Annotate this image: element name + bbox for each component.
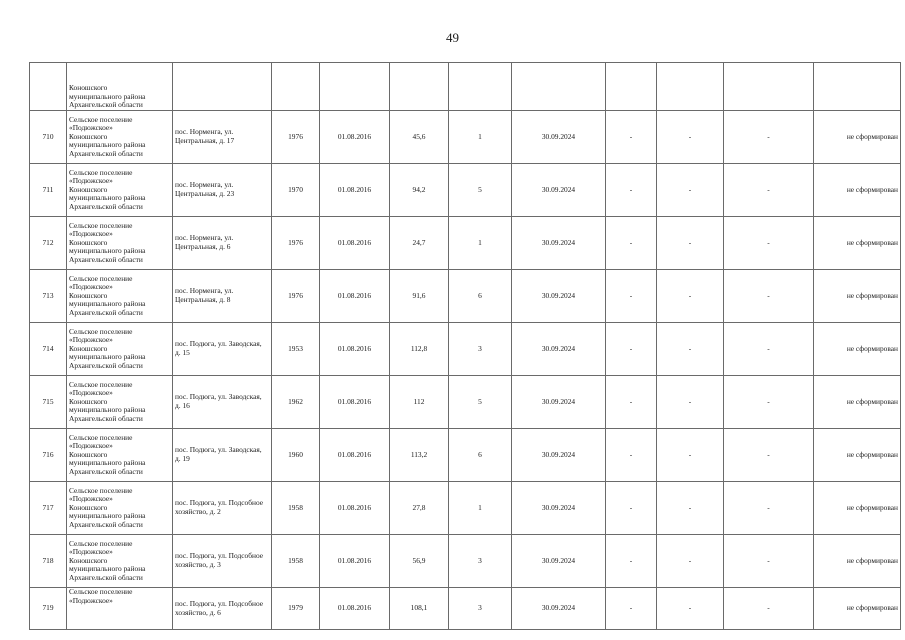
dash-cell: - (657, 217, 724, 270)
municipality-cell (67, 482, 173, 535)
dash-cell: - (657, 164, 724, 217)
dash-cell: - (606, 270, 657, 323)
date-cell (320, 63, 390, 111)
rooms-cell: 3 (449, 323, 512, 376)
housing-registry-table (29, 62, 901, 630)
municipality-line: «Подюжское» (69, 176, 113, 186)
municipality-line: «Подюжское» (69, 547, 113, 557)
rooms-cell: 1 (449, 482, 512, 535)
address-cell: пос. Норменга, ул. Центральная, д. 8 (173, 270, 272, 323)
row-number-cell: 715 (30, 376, 67, 429)
dash-cell: - (657, 482, 724, 535)
municipality-line: муниципального района (69, 140, 146, 150)
deadline-cell: 30.09.2024 (512, 535, 606, 588)
dash-cell: - (724, 270, 814, 323)
area-cell: 27,8 (390, 482, 449, 535)
municipality-line: Коношского (69, 396, 108, 406)
municipality-line: Архангельской области (69, 100, 143, 110)
dash-cell: - (606, 164, 657, 217)
year-cell: 1960 (272, 429, 320, 482)
table-row (30, 535, 901, 588)
dash-cell: - (724, 323, 814, 376)
municipality-line: «Подюжское» (69, 229, 113, 239)
date-cell: 01.08.2016 (320, 323, 390, 376)
status-cell: не сформирован (814, 429, 901, 482)
deadline-cell: 30.09.2024 (512, 111, 606, 164)
municipality-line: Коношского (69, 83, 108, 93)
municipality-cell (67, 217, 173, 270)
municipality-cell (67, 323, 173, 376)
status-cell: не сформирован (814, 376, 901, 429)
year-cell: 1970 (272, 164, 320, 217)
table-row (30, 429, 901, 482)
municipality-line: Архангельской области (69, 148, 143, 158)
status-cell: не сформирован (814, 270, 901, 323)
rooms-cell: 1 (449, 111, 512, 164)
year-cell: 1958 (272, 535, 320, 588)
deadline-cell: 30.09.2024 (512, 323, 606, 376)
dash-cell: - (724, 482, 814, 535)
address-cell: пос. Подюга, ул. Заводская, д. 16 (173, 376, 272, 429)
municipality-line: муниципального района (69, 405, 146, 415)
dash-cell: - (657, 429, 724, 482)
dash-cell (657, 63, 724, 111)
table-row (30, 111, 901, 164)
municipality-cell (67, 164, 173, 217)
row-number-cell: 718 (30, 535, 67, 588)
municipality-line: Архангельской области (69, 519, 143, 529)
row-number-cell: 712 (30, 217, 67, 270)
year-cell: 1976 (272, 270, 320, 323)
area-cell: 113,2 (390, 429, 449, 482)
municipality-line: Сельское поселение (69, 220, 133, 230)
municipality-line: «Подюжское» (69, 441, 113, 451)
municipality-cell (67, 376, 173, 429)
municipality-line: «Подюжское» (69, 335, 113, 345)
year-cell (272, 63, 320, 111)
dash-cell: - (724, 217, 814, 270)
area-cell: 45,6 (390, 111, 449, 164)
municipality-line: муниципального района (69, 193, 146, 203)
table-row (30, 588, 901, 630)
date-cell: 01.08.2016 (320, 270, 390, 323)
municipality-line: Сельское поселение (69, 485, 133, 495)
dash-cell: - (657, 270, 724, 323)
rooms-cell: 5 (449, 376, 512, 429)
status-cell: не сформирован (814, 111, 901, 164)
year-cell: 1979 (272, 588, 320, 630)
area-cell: 56,9 (390, 535, 449, 588)
deadline-cell: 30.09.2024 (512, 270, 606, 323)
municipality-line: Сельское поселение (69, 273, 133, 283)
municipality-cell (67, 111, 173, 164)
municipality-line: Коношского (69, 502, 108, 512)
municipality-line: муниципального района (69, 91, 146, 101)
rooms-cell: 5 (449, 164, 512, 217)
municipality-line: Коношского (69, 343, 108, 353)
municipality-line: муниципального района (69, 352, 146, 362)
rooms-cell: 6 (449, 429, 512, 482)
table-row (30, 164, 901, 217)
table-row (30, 482, 901, 535)
area-cell (390, 63, 449, 111)
dash-cell: - (606, 323, 657, 376)
rooms-cell: 3 (449, 588, 512, 630)
dash-cell: - (657, 376, 724, 429)
row-number-cell (30, 63, 67, 111)
municipality-line: Архангельской области (69, 201, 143, 211)
municipality-cell (67, 270, 173, 323)
date-cell: 01.08.2016 (320, 482, 390, 535)
municipality-cell (67, 588, 173, 630)
page-number: 49 (446, 30, 459, 45)
deadline-cell: 30.09.2024 (512, 588, 606, 630)
municipality-line: Сельское поселение (69, 432, 133, 442)
status-cell: не сформирован (814, 482, 901, 535)
dash-cell: - (724, 376, 814, 429)
municipality-line: Сельское поселение (69, 538, 133, 548)
row-number-cell: 717 (30, 482, 67, 535)
dash-cell: - (657, 588, 724, 630)
municipality-cell (67, 429, 173, 482)
table-row-continuation (30, 63, 901, 111)
municipality-line: муниципального района (69, 246, 146, 256)
deadline-cell: 30.09.2024 (512, 482, 606, 535)
table-row (30, 323, 901, 376)
table-row (30, 270, 901, 323)
status-cell: не сформирован (814, 217, 901, 270)
table-row (30, 376, 901, 429)
municipality-line: Архангельской области (69, 307, 143, 317)
area-cell: 112,8 (390, 323, 449, 376)
address-cell: пос. Подюга, ул. Заводская, д. 15 (173, 323, 272, 376)
address-cell: пос. Подюга, ул. Подсобное хозяйство, д. 6 (173, 588, 272, 630)
rooms-cell: 6 (449, 270, 512, 323)
municipality-line: Коношского (69, 449, 108, 459)
municipality-line: «Подюжское» (69, 282, 113, 292)
municipality-line: Архангельской области (69, 413, 143, 423)
row-number-cell: 714 (30, 323, 67, 376)
dash-cell (606, 63, 657, 111)
year-cell: 1958 (272, 482, 320, 535)
municipality-line: муниципального района (69, 299, 146, 309)
date-cell: 01.08.2016 (320, 111, 390, 164)
municipality-line: Архангельской области (69, 254, 143, 264)
dash-cell: - (657, 323, 724, 376)
area-cell: 91,6 (390, 270, 449, 323)
date-cell: 01.08.2016 (320, 376, 390, 429)
dash-cell: - (606, 588, 657, 630)
municipality-line: муниципального района (69, 511, 146, 521)
rooms-cell: 1 (449, 217, 512, 270)
deadline-cell: 30.09.2024 (512, 164, 606, 217)
area-cell: 94,2 (390, 164, 449, 217)
deadline-cell (512, 63, 606, 111)
municipality-line: «Подюжское» (69, 494, 113, 504)
dash-cell: - (724, 588, 814, 630)
row-number-cell: 710 (30, 111, 67, 164)
municipality-line: Сельское поселение (69, 379, 133, 389)
municipality-line: Сельское поселение (69, 114, 133, 124)
rooms-cell: 3 (449, 535, 512, 588)
area-cell: 108,1 (390, 588, 449, 630)
municipality-cell (67, 535, 173, 588)
address-cell: пос. Подюга, ул. Заводская, д. 19 (173, 429, 272, 482)
row-number-cell: 719 (30, 588, 67, 630)
municipality-line: «Подюжское» (69, 595, 113, 605)
deadline-cell: 30.09.2024 (512, 429, 606, 482)
municipality-line: муниципального района (69, 564, 146, 574)
municipality-cell (67, 63, 173, 111)
date-cell: 01.08.2016 (320, 535, 390, 588)
municipality-line: Коношского (69, 131, 108, 141)
row-number-cell: 713 (30, 270, 67, 323)
municipality-line: Коношского (69, 237, 108, 247)
table-row (30, 217, 901, 270)
address-cell: пос. Подюга, ул. Подсобное хозяйство, д. 2 (173, 482, 272, 535)
dash-cell: - (606, 429, 657, 482)
dash-cell: - (606, 482, 657, 535)
deadline-cell: 30.09.2024 (512, 376, 606, 429)
municipality-line: Архангельской области (69, 466, 143, 476)
address-cell (173, 63, 272, 111)
address-cell: пос. Норменга, ул. Центральная, д. 23 (173, 164, 272, 217)
deadline-cell: 30.09.2024 (512, 217, 606, 270)
status-cell: не сформирован (814, 588, 901, 630)
rooms-cell (449, 63, 512, 111)
status-cell: не сформирован (814, 535, 901, 588)
municipality-line: «Подюжское» (69, 123, 113, 133)
dash-cell (724, 63, 814, 111)
date-cell: 01.08.2016 (320, 164, 390, 217)
address-cell: пос. Подюга, ул. Подсобное хозяйство, д. 3 (173, 535, 272, 588)
dash-cell: - (657, 535, 724, 588)
area-cell: 24,7 (390, 217, 449, 270)
dash-cell: - (724, 111, 814, 164)
municipality-line: Архангельской области (69, 360, 143, 370)
address-cell: пос. Норменга, ул. Центральная, д. 6 (173, 217, 272, 270)
municipality-line: Сельское поселение (69, 587, 133, 596)
municipality-line: Коношского (69, 290, 108, 300)
status-cell (814, 63, 901, 111)
dash-cell: - (724, 429, 814, 482)
dash-cell: - (657, 111, 724, 164)
row-number-cell: 711 (30, 164, 67, 217)
municipality-line: «Подюжское» (69, 388, 113, 398)
municipality-line: муниципального района (69, 458, 146, 468)
area-cell: 112 (390, 376, 449, 429)
date-cell: 01.08.2016 (320, 429, 390, 482)
year-cell: 1953 (272, 323, 320, 376)
dash-cell: - (606, 111, 657, 164)
year-cell: 1976 (272, 217, 320, 270)
date-cell: 01.08.2016 (320, 217, 390, 270)
year-cell: 1976 (272, 111, 320, 164)
status-cell: не сформирован (814, 164, 901, 217)
dash-cell: - (606, 217, 657, 270)
dash-cell: - (606, 376, 657, 429)
municipality-line: Сельское поселение (69, 167, 133, 177)
dash-cell: - (724, 164, 814, 217)
status-cell: не сформирован (814, 323, 901, 376)
address-cell: пос. Норменга, ул. Центральная, д. 17 (173, 111, 272, 164)
year-cell: 1962 (272, 376, 320, 429)
dash-cell: - (724, 535, 814, 588)
municipality-line: Сельское поселение (69, 326, 133, 336)
date-cell: 01.08.2016 (320, 588, 390, 630)
municipality-line: Коношского (69, 184, 108, 194)
municipality-line: Архангельской области (69, 572, 143, 582)
row-number-cell: 716 (30, 429, 67, 482)
municipality-line: Коношского (69, 555, 108, 565)
dash-cell: - (606, 535, 657, 588)
